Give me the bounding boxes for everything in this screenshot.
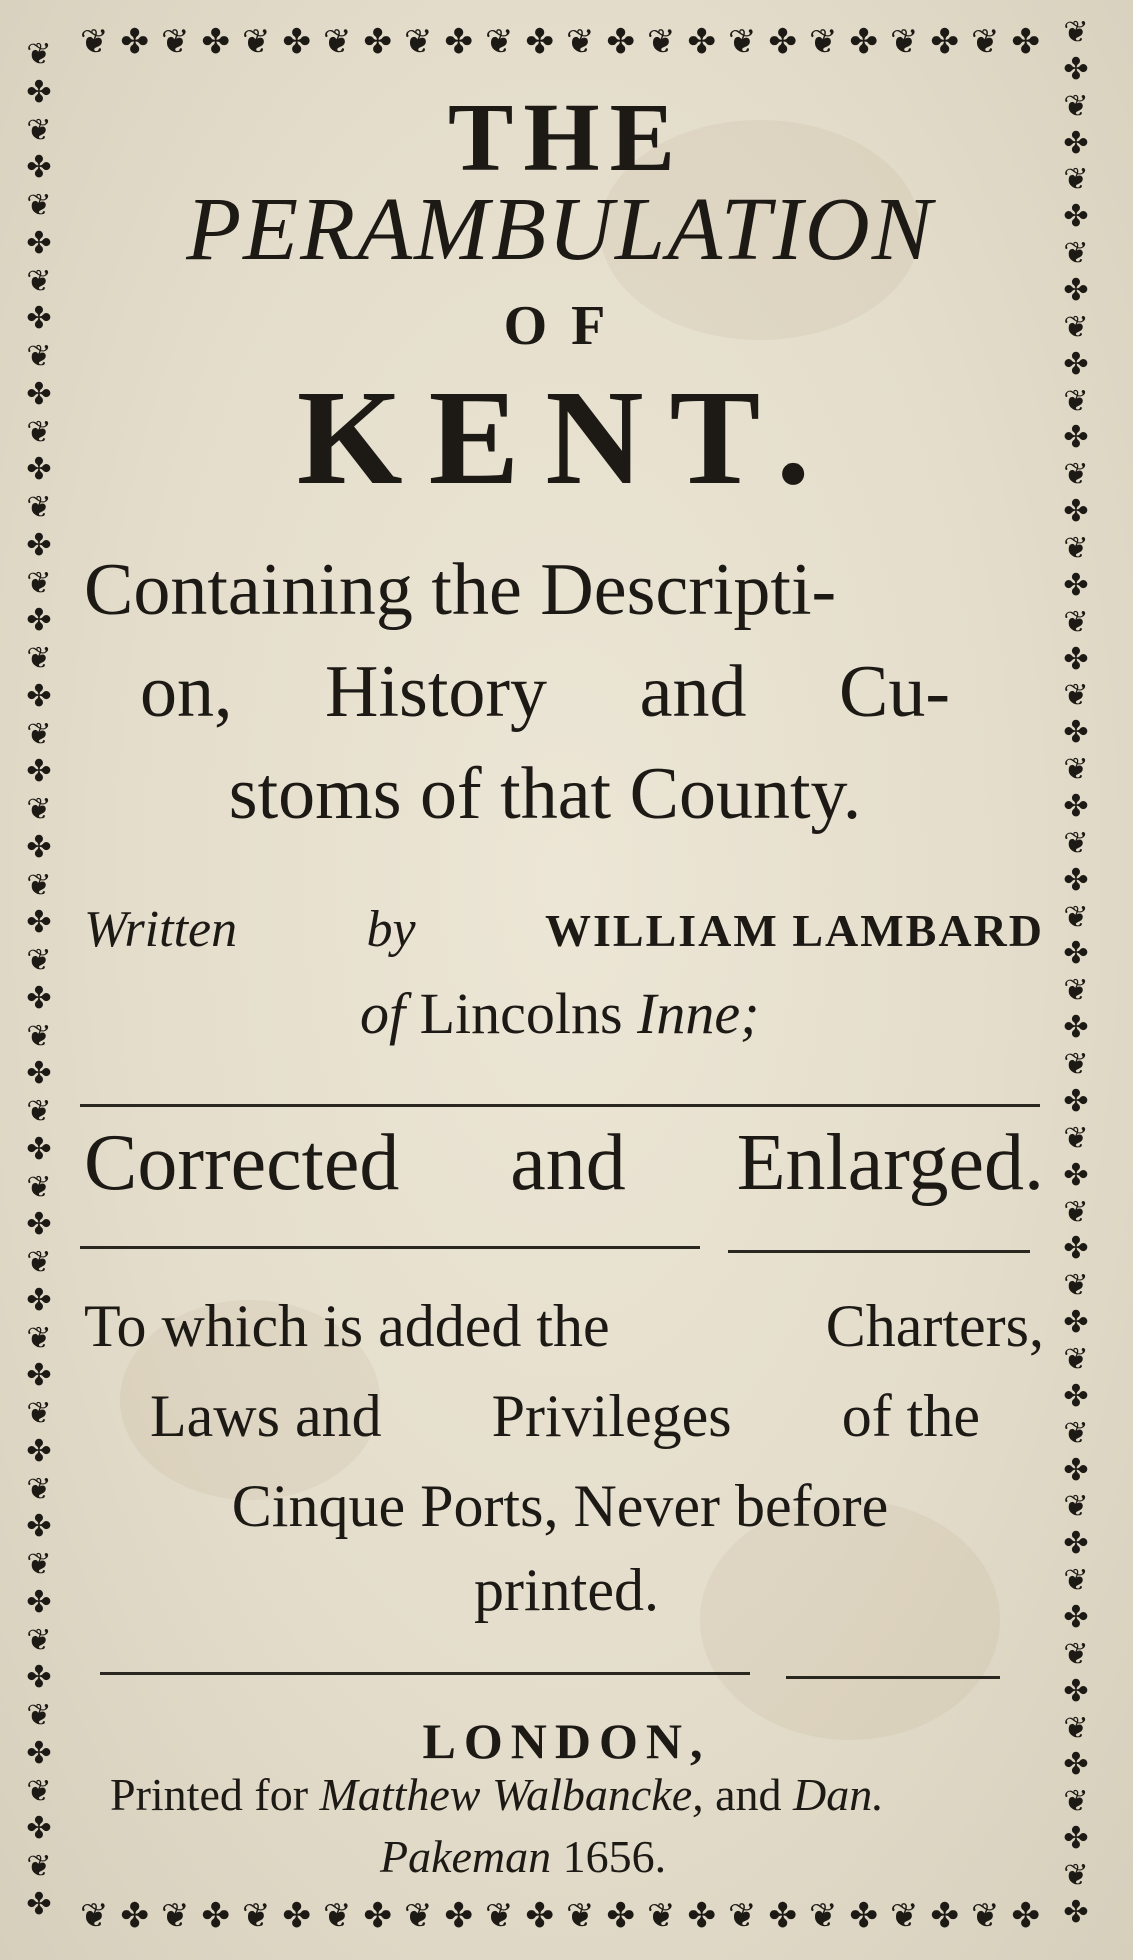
ornament-icon: ❦ (26, 112, 52, 148)
ornament-icon: ❦ (26, 641, 52, 676)
ornament-icon: ✤ (1063, 862, 1089, 898)
ornament-icon: ✤ (930, 22, 959, 62)
ornament-border-top (80, 18, 1040, 66)
inne-word: Inne; (637, 981, 760, 1046)
publisher-name: Dan. (793, 1769, 884, 1820)
ornament-icon: ✤ (26, 1433, 52, 1469)
ornament-icon: ✤ (282, 22, 311, 62)
ornament-icon: ❦ (323, 22, 352, 62)
ornament-icon: ✤ (849, 1896, 878, 1936)
containing-word: on, (140, 651, 233, 733)
ornament-icon: ❦ (80, 22, 109, 62)
ornament-icon: ❦ (1063, 18, 1089, 50)
and-word: and (510, 1119, 626, 1207)
ornament-icon: ✤ (1063, 1083, 1089, 1119)
ornament-icon: ✤ (1063, 1526, 1089, 1562)
ornament-icon: ❦ (566, 22, 595, 62)
ornament-icon: ✤ (363, 22, 392, 62)
imprint-printed-for (110, 1768, 1010, 1821)
ornament-icon: ✤ (26, 829, 52, 865)
ornament-icon: ❦ (1063, 236, 1089, 272)
ornament-icon: ✤ (26, 376, 52, 412)
ornament-icon: ✤ (444, 1896, 473, 1936)
title-kent: KENT. (296, 363, 837, 513)
ornament-icon: ❦ (26, 565, 52, 601)
ornament-icon: ✤ (26, 150, 52, 186)
ornament-icon: ❦ (26, 1018, 52, 1054)
ornament-icon: ✤ (525, 22, 554, 62)
containing-line-1: Containing the Descripti- (84, 549, 837, 631)
ornament-icon: ❦ (1063, 899, 1089, 935)
ornament-icon: ❦ (728, 1896, 757, 1936)
ornament-icon: ❦ (404, 1896, 433, 1936)
addition-text: To which is added the (84, 1293, 610, 1359)
ornament-icon: ✤ (606, 1896, 635, 1936)
ornament-icon: ✤ (849, 22, 878, 62)
publisher-name: Matthew Walbancke, (319, 1769, 704, 1820)
ornament-icon: ✤ (606, 22, 635, 62)
ornament-icon: ❦ (1063, 309, 1089, 345)
ornament-icon: ✤ (768, 1896, 797, 1936)
ornament-icon: ✤ (120, 22, 149, 62)
author-line (84, 900, 1044, 959)
ornament-icon: ✤ (1063, 567, 1089, 603)
ornament-icon: ❦ (26, 1396, 52, 1431)
ornament-icon: ❦ (404, 22, 433, 62)
ornament-icon: ✤ (1063, 494, 1089, 530)
ornament-icon: ✤ (930, 1896, 959, 1936)
ornament-icon: ✤ (1011, 22, 1040, 62)
ornament-icon: ✤ (1063, 1305, 1089, 1341)
ornament-icon: ❦ (26, 1773, 52, 1809)
imprint-city: LONDON, (422, 1713, 711, 1769)
enlarged-word: Enlarged. (736, 1119, 1044, 1207)
ornament-icon: ✤ (1063, 1010, 1089, 1046)
ornament-icon: ✤ (687, 22, 716, 62)
ornament-icon: ✤ (26, 678, 52, 714)
author-affiliation (360, 980, 860, 1047)
ornament-icon: ❦ (26, 1094, 52, 1129)
ornament-icon: ❦ (485, 22, 514, 62)
ornament-icon: ✤ (26, 1735, 52, 1771)
addition-text: Laws and (150, 1383, 382, 1449)
ornament-icon: ❦ (485, 1896, 514, 1936)
ornament-icon: ✤ (1011, 1896, 1040, 1936)
ornament-icon: ❦ (647, 22, 676, 62)
ornament-icon: ❦ (1063, 1120, 1089, 1156)
ornament-icon: ✤ (26, 527, 52, 563)
ornament-icon: ✤ (26, 301, 52, 337)
ornament-icon: ✤ (26, 74, 52, 110)
ornament-icon: ✤ (26, 1886, 52, 1920)
ornament-icon: ❦ (1063, 604, 1089, 640)
ornament-icon: ✤ (120, 1896, 149, 1936)
ornament-icon: ❦ (26, 414, 52, 450)
ornament-icon: ✤ (1063, 1157, 1089, 1193)
ornament-icon: ✤ (1063, 420, 1089, 456)
ornament-icon: ❦ (647, 1896, 676, 1936)
ornament-icon: ✤ (1063, 199, 1089, 235)
ornament-icon: ❦ (728, 22, 757, 62)
ornament-icon: ❦ (566, 1896, 595, 1936)
ornament-icon: ❦ (161, 22, 190, 62)
by-word: by (366, 901, 416, 958)
printed-for-text: Printed for (110, 1769, 309, 1820)
edition-line (84, 1118, 1044, 1209)
title-the: THE (448, 84, 685, 192)
ornament-icon: ✤ (363, 1896, 392, 1936)
ornament-icon: ❦ (971, 22, 1000, 62)
title-of: OF (503, 295, 630, 357)
ornament-icon: ❦ (242, 1896, 271, 1936)
addition-text: Privileges (491, 1383, 732, 1449)
ornament-icon: ✤ (768, 22, 797, 62)
ornament-icon: ❦ (1063, 531, 1089, 567)
divider-rule (100, 1672, 750, 1675)
ornament-icon: ❦ (26, 1547, 52, 1582)
title-perambulation: PERAMBULATION (186, 180, 934, 279)
ornament-icon: ✤ (1063, 125, 1089, 161)
ornament-icon: ✤ (26, 754, 52, 790)
ornament-icon: ❦ (1063, 383, 1089, 419)
divider-rule (80, 1104, 1040, 1107)
ornament-icon: ❦ (26, 339, 52, 374)
ornament-icon: ❦ (1063, 457, 1089, 493)
publisher-name: Pakeman (380, 1831, 552, 1882)
ornament-icon: ✤ (1063, 273, 1089, 309)
ornament-icon: ❦ (26, 943, 52, 978)
ornament-icon: ✤ (1063, 1894, 1089, 1928)
addition-line-2 (150, 1382, 980, 1451)
ornament-icon: ✤ (1063, 715, 1089, 751)
ornament-icon: ✤ (26, 1660, 52, 1696)
ornament-icon: ❦ (1063, 825, 1089, 861)
ornament-icon: ❦ (26, 716, 52, 752)
ornament-icon: ✤ (26, 1131, 52, 1167)
ornament-icon: ❦ (890, 1896, 919, 1936)
ornament-icon: ✤ (26, 1207, 52, 1243)
ornament-icon: ❦ (26, 1169, 52, 1205)
ornament-icon: ❦ (890, 22, 919, 62)
ornament-icon: ❦ (26, 188, 52, 223)
ornament-icon: ❦ (26, 1698, 52, 1733)
divider-rule (728, 1250, 1030, 1253)
ornament-icon: ❦ (1063, 973, 1089, 1009)
containing-word: History (325, 651, 548, 733)
ornament-icon: ❦ (1063, 88, 1089, 124)
ornament-icon: ❦ (1063, 1784, 1089, 1820)
ornament-icon: ❦ (26, 1245, 52, 1280)
ornament-icon: ✤ (26, 980, 52, 1016)
corrected-word: Corrected (84, 1119, 400, 1207)
ornament-border-bottom (80, 1892, 1040, 1940)
ornament-icon: ❦ (971, 1896, 1000, 1936)
containing-word: and (639, 651, 747, 733)
containing-line-3: stoms of that County. (228, 753, 862, 835)
ornament-icon: ✤ (1063, 346, 1089, 382)
ornament-icon: ✤ (26, 603, 52, 639)
ornament-icon: ✤ (525, 1896, 554, 1936)
divider-rule (80, 1246, 700, 1249)
ornament-icon: ✤ (26, 1056, 52, 1092)
ornament-icon: ✤ (26, 1358, 52, 1394)
ornament-icon: ✤ (26, 1811, 52, 1847)
written-word: Written (84, 901, 238, 958)
ornament-icon: ❦ (1063, 1341, 1089, 1377)
ornament-icon: ❦ (26, 1622, 52, 1658)
ornament-icon: ❦ (26, 1320, 52, 1356)
ornament-icon: ❦ (26, 1849, 52, 1884)
ornament-icon: ❦ (80, 1896, 109, 1936)
ornament-icon: ❦ (26, 490, 52, 525)
ornament-icon: ❦ (1063, 1489, 1089, 1525)
ornament-icon: ✤ (687, 1896, 716, 1936)
lincolns-word: Lincolns (419, 981, 623, 1046)
ornament-icon: ❦ (26, 867, 52, 903)
ornament-icon: ❦ (809, 1896, 838, 1936)
ornament-icon: ✤ (1063, 1821, 1089, 1857)
ornament-icon: ✤ (26, 225, 52, 261)
ornament-icon: ❦ (242, 22, 271, 62)
containing-line-2 (140, 650, 950, 735)
ornament-icon: ✤ (26, 1509, 52, 1545)
ornament-icon: ✤ (26, 452, 52, 488)
ornament-icon: ✤ (282, 1896, 311, 1936)
ornament-icon: ✤ (1063, 1231, 1089, 1267)
ornament-icon: ❦ (1063, 752, 1089, 788)
addition-line-4: printed. (474, 1557, 659, 1623)
author-name: WILLIAM LAMBARD (545, 905, 1044, 956)
ornament-icon: ✤ (1063, 936, 1089, 972)
ornament-icon: ✤ (1063, 641, 1089, 677)
ornament-icon: ❦ (323, 1896, 352, 1936)
divider-rule (786, 1676, 1000, 1679)
addition-line-1 (84, 1292, 1044, 1361)
containing-word: Cu- (839, 651, 950, 733)
ornament-icon: ✤ (26, 905, 52, 941)
ornament-icon: ❦ (809, 22, 838, 62)
and-word: and (715, 1769, 782, 1820)
ornament-icon: ✤ (1063, 1673, 1089, 1709)
addition-line-3: Cinque Ports, Never before (231, 1473, 889, 1539)
ornament-icon: ❦ (1063, 1710, 1089, 1746)
ornament-icon: ✤ (444, 22, 473, 62)
ornament-icon: ❦ (1063, 1636, 1089, 1672)
ornament-icon: ✤ (26, 1282, 52, 1318)
ornament-icon: ✤ (1063, 1378, 1089, 1414)
ornament-icon: ❦ (1063, 1563, 1089, 1599)
ornament-icon: ❦ (26, 40, 52, 72)
ornament-icon: ❦ (161, 1896, 190, 1936)
ornament-icon: ❦ (1063, 1194, 1089, 1230)
imprint-year: 1656. (562, 1831, 667, 1882)
ornament-icon: ✤ (201, 22, 230, 62)
ornament-icon: ❦ (26, 263, 52, 299)
ornament-icon: ❦ (1063, 1268, 1089, 1304)
ornament-icon: ❦ (1063, 1415, 1089, 1451)
ornament-icon: ✤ (201, 1896, 230, 1936)
ornament-icon: ❦ (26, 792, 52, 827)
ornament-icon: ❦ (26, 1471, 52, 1507)
addition-text: of the (841, 1383, 980, 1449)
ornament-icon: ✤ (1063, 1452, 1089, 1488)
ornament-icon: ✤ (1063, 51, 1089, 87)
ornament-icon: ❦ (1063, 1857, 1089, 1893)
ornament-icon: ✤ (1063, 1747, 1089, 1783)
ornament-icon: ❦ (1063, 162, 1089, 198)
ornament-icon: ✤ (26, 1584, 52, 1620)
ornament-icon: ❦ (1063, 1047, 1089, 1083)
addition-text: Charters, (825, 1293, 1044, 1359)
of-word: of (360, 981, 406, 1046)
ornament-icon: ❦ (1063, 678, 1089, 714)
ornament-icon: ✤ (1063, 789, 1089, 825)
ornament-icon: ✤ (1063, 1599, 1089, 1635)
imprint-pakeman (380, 1830, 880, 1883)
